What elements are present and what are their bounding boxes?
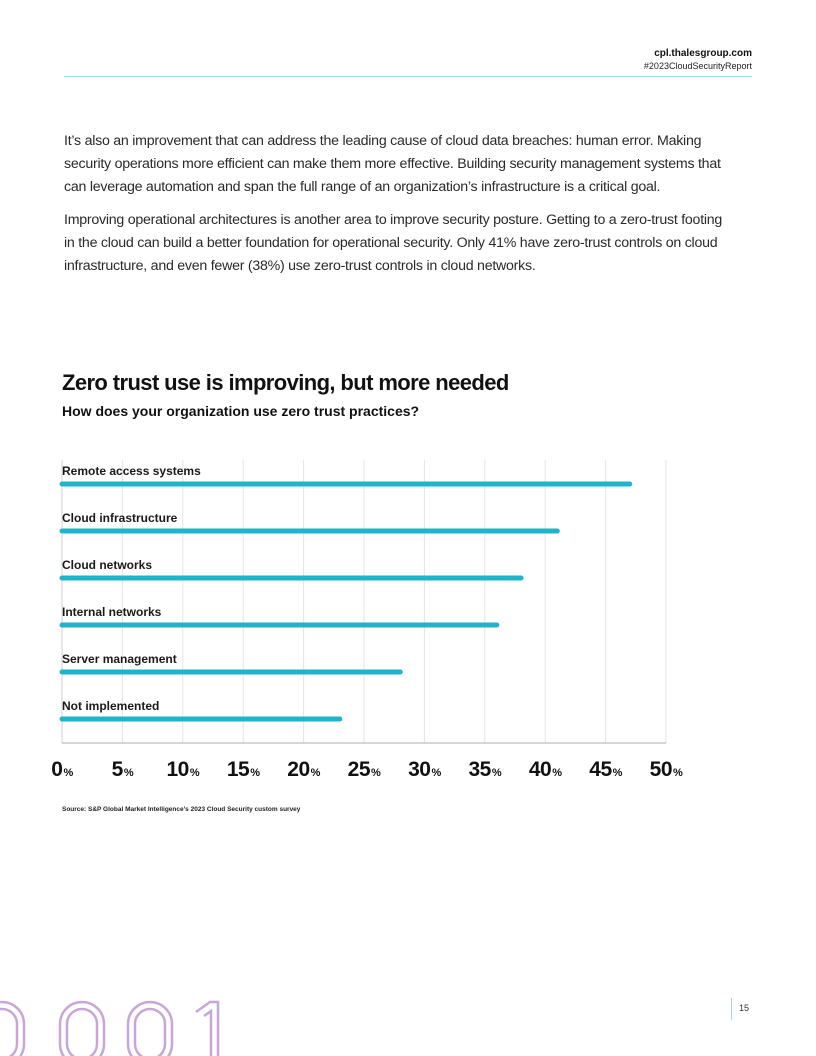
- chart-title: Zero trust use is improving, but more needed: [62, 370, 509, 395]
- category-label: Internal networks: [62, 605, 162, 619]
- header-hashtag: #2023CloudSecurityReport: [643, 61, 752, 71]
- page-number: 15: [739, 1003, 750, 1013]
- tick-label: 15%: [226, 758, 260, 781]
- paragraph: It’s also an improvement that can address the leading cause of cloud data breaches: human error. Making security operations more efficient can make them more effective. Building security management systems that can leverage automation and span the full range of an organization’s infrastructure is a critical goal.: [64, 133, 721, 195]
- tick-label: 10%: [166, 758, 200, 781]
- category-label: Cloud networks: [62, 558, 153, 572]
- tick-label: 0%: [51, 758, 73, 781]
- header-site: cpl.thalesgroup.com: [654, 48, 752, 59]
- page-number-divider: [731, 998, 732, 1020]
- tick-label: 5%: [111, 758, 134, 781]
- tick-label: 45%: [589, 758, 622, 781]
- category-label: Server management: [62, 652, 177, 666]
- tick-label: 40%: [528, 758, 562, 781]
- tick-label: 30%: [408, 758, 441, 781]
- category-label: Remote access systems: [62, 464, 201, 478]
- tick-label: 25%: [347, 758, 381, 781]
- chart-source: Source: S&P Global Market Intelligence’s 2023 Cloud Security custom survey: [62, 806, 301, 813]
- tick-label: 50%: [649, 758, 683, 781]
- category-label: Not implemented: [62, 699, 160, 713]
- binary-digits-decoration: [0, 990, 240, 1056]
- paragraph: Improving operational architectures is another area to improve security posture. Getting to a zero-trust footing in the cloud can build a better foundation for operational security. Only 41% have zero-trust controls on cloud infrastructure, and even fewer (38%) use zero-trust controls in cloud networks.: [64, 212, 723, 274]
- tick-label: 20%: [287, 758, 320, 781]
- category-label: Cloud infrastructure: [62, 511, 178, 525]
- tick-label: 35%: [468, 758, 502, 781]
- chart-subtitle: How does your organization use zero trust practices?: [62, 403, 420, 419]
